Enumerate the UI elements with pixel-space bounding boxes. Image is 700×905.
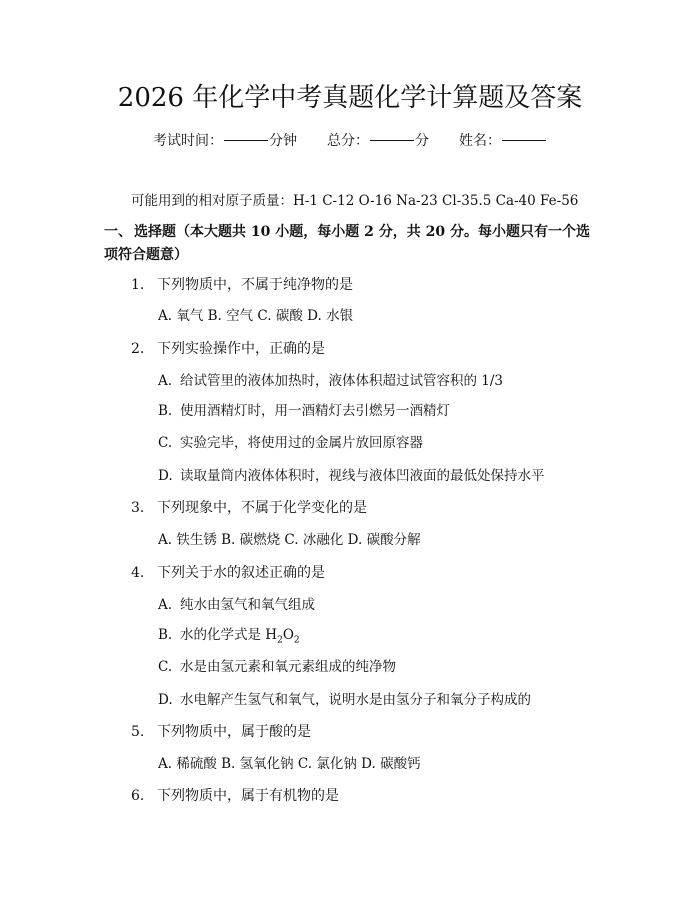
question-2: [131, 339, 325, 359]
option-label: D.: [158, 468, 173, 484]
question-4-option-c: [158, 657, 396, 677]
question-4-option-a: [158, 595, 315, 615]
option-label: A.: [158, 597, 173, 613]
formula-subscript: 2: [277, 635, 283, 646]
section-number: 一、: [104, 224, 132, 240]
total-score-unit: 分: [415, 133, 429, 149]
page-title: 2026 年化学中考真题化学计算题及答案: [117, 83, 583, 113]
option-text: 水的化学式是 H: [180, 627, 278, 643]
option-label: C.: [158, 659, 173, 675]
option-label: C.: [158, 435, 173, 451]
student-name-label: 姓名：: [459, 133, 501, 149]
question-5: [131, 722, 311, 742]
question-number: 2.: [131, 341, 145, 357]
question-text: 下列关于水的叙述正确的是: [157, 565, 325, 581]
option-text: 使用酒精灯时，用一酒精灯去引燃另一酒精灯: [180, 403, 450, 419]
question-number: 5.: [131, 724, 145, 740]
exam-time-label: 考试时间：: [153, 133, 223, 149]
option-text: 水电解产生氢气和氧气，说明水是由氢分子和氧分子构成的: [180, 692, 531, 708]
question-3-options: A. 铁生锈 B. 碳燃烧 C. 冰融化 D. 碳酸分解: [158, 532, 421, 548]
question-number: 1.: [131, 277, 145, 293]
exam-time-unit: 分钟: [269, 133, 297, 149]
option-label: D.: [158, 692, 173, 708]
total-score-blank: [370, 140, 414, 141]
option-label: B.: [158, 403, 173, 419]
section-heading: [104, 221, 600, 267]
question-2-option-d: [158, 466, 545, 486]
question-2-option-a: [158, 371, 503, 391]
option-text: 读取量筒内液体体积时，视线与液体凹液面的最低处保持水平: [180, 468, 545, 484]
question-number: 4.: [131, 565, 145, 581]
question-text: 下列现象中，不属于化学变化的是: [157, 500, 367, 516]
question-1-options: A. 氧气 B. 空气 C. 碳酸 D. 水银: [158, 308, 354, 324]
option-text: 纯水由氢气和氧气组成: [180, 597, 315, 613]
option-label: A.: [158, 373, 173, 389]
question-4-option-d: [158, 690, 531, 710]
total-score-label: 总分：: [327, 133, 369, 149]
question-text: 下列物质中，不属于纯净物的是: [157, 277, 353, 293]
atomic-masses-note: 可能用到的相对原子质量：H-1 C-12 O-16 Na-23 Cl-35.5 Ca-40 Fe-56: [131, 193, 579, 209]
section-text: 选择题（本大题共 10 小题，每小题 2 分，共 20 分。每小题只有一个选项符合题意）: [104, 224, 590, 263]
option-text: 水是由氢元素和氧元素组成的纯净物: [180, 659, 396, 675]
question-text: 下列物质中，属于酸的是: [157, 724, 311, 740]
question-5-options: A. 稀硫酸 B. 氢氧化钠 C. 氯化钠 D. 碳酸钙: [158, 756, 421, 772]
question-1: [131, 275, 353, 295]
exam-info: [0, 130, 700, 152]
formula-subscript: 2: [293, 635, 300, 646]
formula-element: O: [282, 627, 294, 643]
option-text: 实验完毕，将使用过的金属片放回原容器: [180, 435, 423, 451]
option-text: 给试管里的液体加热时，液体体积超过试管容积的 1/3: [180, 373, 504, 389]
question-2-option-c: [158, 433, 423, 453]
question-2-option-b: [158, 401, 450, 421]
student-name-blank: [502, 140, 546, 141]
question-4: [131, 563, 325, 583]
total-score-field: [327, 130, 429, 152]
question-number: 3.: [131, 500, 145, 516]
student-name-field: [459, 130, 547, 152]
question-3: [131, 498, 367, 518]
exam-time-field: [153, 130, 297, 152]
question-6: [131, 786, 339, 806]
question-text: 下列实验操作中，正确的是: [157, 341, 325, 357]
option-label: B.: [158, 627, 173, 643]
question-number: 6.: [131, 788, 145, 804]
question-text: 下列物质中，属于有机物的是: [157, 788, 339, 804]
exam-time-blank: [224, 140, 268, 141]
question-4-option-b: [158, 625, 300, 651]
